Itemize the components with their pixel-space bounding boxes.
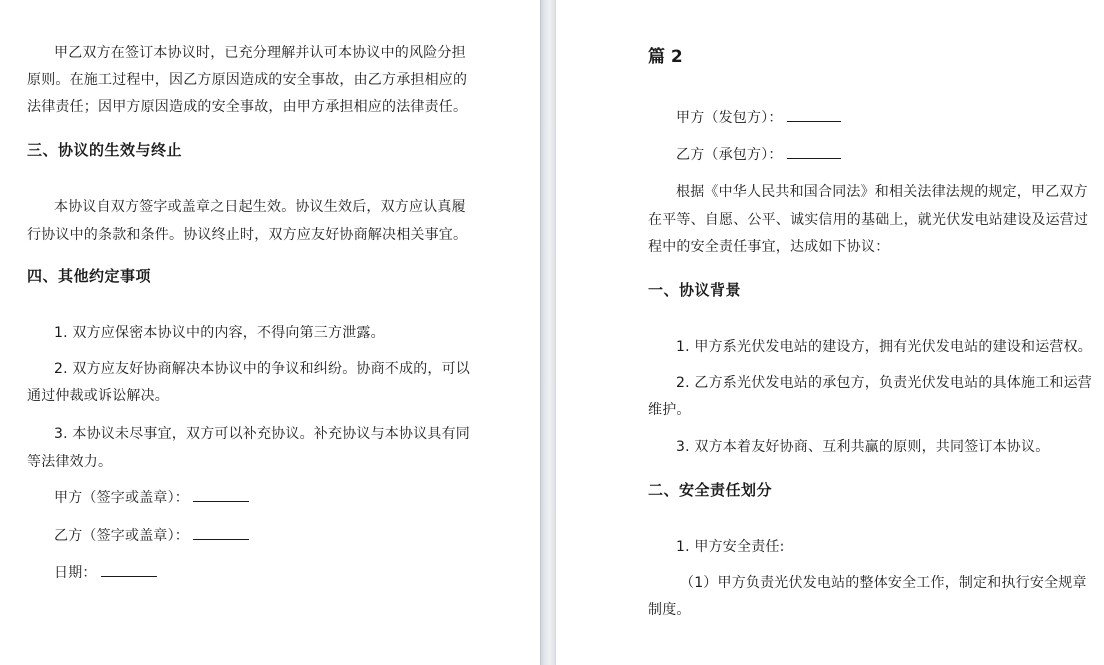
background-item-3: 3. 双方本着友好协商、互利共赢的原则，共同签订本协议。	[676, 439, 1050, 455]
responsibility-sub-1-line-1: （1）甲方负责光伏发电站的整体安全工作，制定和执行安全规章	[680, 575, 1087, 591]
party-a-line	[676, 109, 841, 127]
responsibility-sub-1-line-2: 制度。	[648, 602, 691, 618]
list-item-2-line-1: 2. 双方应友好协商解决本协议中的争议和纠纷。协商不成的，可以	[54, 361, 471, 377]
party-b-blank	[787, 146, 841, 159]
page-gutter	[540, 0, 556, 665]
signature-party-b-blank	[193, 527, 249, 540]
background-item-2-line-1: 2. 乙方系光伏发电站的承包方，负责光伏发电站的具体施工和运营	[676, 375, 1093, 391]
document-page-right	[556, 0, 1104, 665]
page-edge-left	[540, 0, 541, 665]
section-2-heading: 二、安全责任划分	[648, 481, 773, 499]
part-2-heading: 篇 2	[648, 47, 683, 67]
signature-party-a-blank	[193, 489, 249, 502]
paragraph-risk-line-1: 甲乙双方在签订本协议时，已充分理解并认可本协议中的风险分担	[54, 45, 466, 61]
signature-party-b-label: 乙方（签字或盖章）：	[54, 528, 189, 544]
intro-line-3: 程中的安全责任事宜，达成如下协议：	[648, 239, 890, 255]
intro-line-2: 在平等、自愿、公平、诚实信用的基础上，就光伏发电站建设及运营过	[648, 212, 1089, 228]
paragraph-risk-line-3: 法律责任；因甲方原因造成的安全事故，由甲方承担相应的法律责任。	[27, 99, 468, 115]
list-item-2-line-2: 通过仲裁或诉讼解决。	[27, 388, 169, 404]
section-4-heading: 四、其他约定事项	[27, 267, 152, 285]
section-3-paragraph-line-2: 行协议中的条款和条件。协议终止时，双方应友好协商解决相关事宜。	[27, 227, 468, 243]
section-1-heading: 一、协议背景	[648, 281, 742, 299]
signature-date-blank	[101, 564, 157, 577]
party-a-blank	[787, 109, 841, 122]
list-item-3-line-1: 3. 本协议未尽事宜，双方可以补充协议。补充协议与本协议具有同	[54, 426, 471, 442]
list-item-3-line-2: 等法律效力。	[27, 454, 113, 470]
signature-party-b	[54, 527, 249, 545]
signature-party-a	[54, 489, 249, 507]
section-3-heading: 三、协议的生效与终止	[27, 141, 183, 159]
list-item-1: 1. 双方应保密本协议中的内容，不得向第三方泄露。	[54, 325, 385, 341]
signature-party-a-label: 甲方（签字或盖章）：	[54, 490, 189, 506]
document-page-left	[0, 0, 540, 665]
paragraph-risk-line-2: 原则。在施工过程中，因乙方原因造成的安全事故，由乙方承担相应的	[27, 72, 468, 88]
party-b-label: 乙方（承包方）：	[676, 147, 783, 163]
background-item-2-line-2: 维护。	[648, 402, 691, 418]
party-a-label: 甲方（发包方）：	[676, 110, 783, 126]
background-item-1: 1. 甲方系光伏发电站的建设方，拥有光伏发电站的建设和运营权。	[676, 339, 1093, 355]
party-b-line	[676, 146, 841, 164]
signature-date	[54, 564, 157, 582]
section-3-paragraph-line-1: 本协议自双方签字或盖章之日起生效。协议生效后，双方应认真履	[54, 199, 466, 215]
signature-date-label: 日期：	[54, 565, 97, 581]
intro-line-1: 根据《中华人民共和国合同法》和相关法律法规的规定，甲乙双方	[676, 184, 1088, 200]
responsibility-item-1: 1. 甲方安全责任:	[676, 539, 785, 555]
